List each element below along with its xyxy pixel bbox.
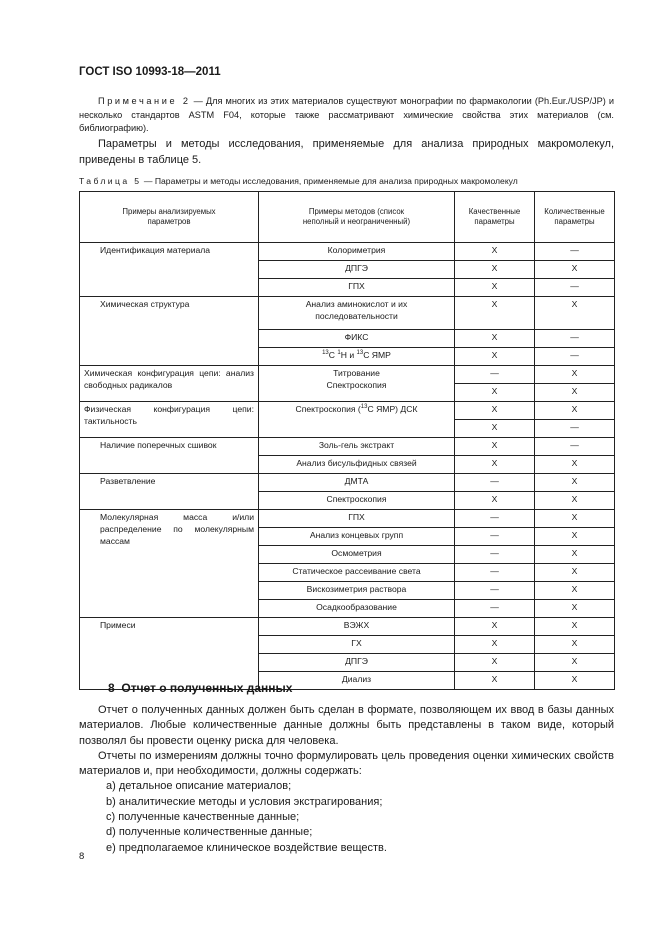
note-label: Примечание 2 xyxy=(98,96,191,106)
table-caption xyxy=(79,176,518,186)
qual-cell: — xyxy=(455,366,535,384)
qual-cell: X xyxy=(455,348,535,366)
method-cell: ГХ xyxy=(259,636,455,654)
qual-cell: X xyxy=(455,654,535,672)
method-cell: Анализ аминокислот и их последовательности xyxy=(259,297,455,330)
quant-cell: — xyxy=(535,348,615,366)
method-cell: ГПХ xyxy=(259,279,455,297)
method-cell: ГПХ xyxy=(259,510,455,528)
qual-cell: X xyxy=(455,618,535,636)
qual-cell: X xyxy=(455,297,535,330)
list-item: e) предполагаемое клиническое воздействие веществ. xyxy=(106,841,387,854)
qual-cell: — xyxy=(455,600,535,618)
qual-cell: — xyxy=(455,510,535,528)
quant-cell: — xyxy=(535,438,615,456)
param-cell: Химическая конфигурация цепи: анализ свободных радикалов xyxy=(80,366,259,402)
body-paragraph: Отчеты по измерениям должны точно формулировать цель проведения оценки химических свойств материалов и, при необходимости, должны содержать: xyxy=(79,749,614,778)
qual-cell: — xyxy=(455,564,535,582)
table-caption-label: Таблица 5 xyxy=(79,176,142,186)
table-row xyxy=(80,438,615,456)
list-item: b) аналитические методы и условия экстрагирования; xyxy=(106,795,383,808)
quant-cell: X xyxy=(535,600,615,618)
header-quantitative: Количественные параметры xyxy=(535,192,615,243)
method-cell: Титрование Спектроскопия xyxy=(259,366,455,402)
method-cell: Статическое рассеивание света xyxy=(259,564,455,582)
method-cell: Вискозиметрия раствора xyxy=(259,582,455,600)
method-cell: Анализ концевых групп xyxy=(259,528,455,546)
quant-cell: X xyxy=(535,510,615,528)
qual-cell: — xyxy=(455,546,535,564)
method-cell: Осадкообразование xyxy=(259,600,455,618)
intro-paragraph: Параметры и методы исследования, применяемые для анализа природных макромолекул, приведены в таблице 5. xyxy=(79,138,614,166)
header-examples: Примеры анализируемых параметров xyxy=(80,192,259,243)
quant-cell: X xyxy=(535,618,615,636)
qual-cell: X xyxy=(455,261,535,279)
quant-cell: X xyxy=(535,366,615,384)
quant-cell: X xyxy=(535,528,615,546)
quant-cell: — xyxy=(535,243,615,261)
quant-cell: X xyxy=(535,384,615,402)
quant-cell: — xyxy=(535,420,615,438)
quant-cell: X xyxy=(535,261,615,279)
method-cell: ДПГЭ xyxy=(259,654,455,672)
table-header-row xyxy=(80,192,615,243)
param-cell: Химическая структура xyxy=(80,297,259,366)
section-title: Отчет о полученных данных xyxy=(121,681,293,695)
header-methods: Примеры методов (список неполный и неограниченный) xyxy=(259,192,455,243)
method-cell: ФИКС xyxy=(259,330,455,348)
method-cell-spectro-nmr: Спектроскопия ($^{13}$С ЯМР) ДСК xyxy=(259,402,455,438)
qual-cell: X xyxy=(455,672,535,690)
method-cell-nmr: $^{13}$С $^1$Н и $^{13}$С ЯМР xyxy=(259,348,455,366)
list-item: a) детальное описание материалов; xyxy=(106,780,292,793)
qual-cell: X xyxy=(455,330,535,348)
method-cell: Колориметрия xyxy=(259,243,455,261)
qual-cell: X xyxy=(455,420,535,438)
param-cell: Примеси xyxy=(80,618,259,690)
quant-cell: X xyxy=(535,564,615,582)
qual-cell: — xyxy=(455,582,535,600)
page-number: 8 xyxy=(79,851,85,862)
method-cell: ВЭЖХ xyxy=(259,618,455,636)
param-cell: Идентификация материала xyxy=(80,243,259,297)
param-cell: Разветвление xyxy=(80,474,259,510)
qual-cell: X xyxy=(455,243,535,261)
table-row xyxy=(80,618,615,636)
header-qualitative: Качественные параметры xyxy=(455,192,535,243)
quant-cell: X xyxy=(535,297,615,330)
qual-cell: X xyxy=(455,402,535,420)
qual-cell: — xyxy=(455,528,535,546)
section-body xyxy=(79,703,614,856)
qual-cell: X xyxy=(455,636,535,654)
quant-cell: — xyxy=(535,279,615,297)
method-cell: Спектроскопия xyxy=(259,492,455,510)
section-number: 8 xyxy=(108,681,115,695)
param-cell: Молекулярная масса и/или распределение по молекулярным массам xyxy=(80,510,259,618)
note-text: — Для многих из этих материалов существуют монографии по фармакологии (Ph.Eur./USP/JP) и несколько стандартов ASTM F04, которые также рассматривают химические свойства этих материалов (см. библиографию). xyxy=(79,96,615,134)
quant-cell: — xyxy=(535,330,615,348)
method-cell: ДМТА xyxy=(259,474,455,492)
method-cell: Осмометрия xyxy=(259,546,455,564)
quant-cell: X xyxy=(535,636,615,654)
qual-cell: X xyxy=(455,456,535,474)
note-paragraph xyxy=(79,95,614,136)
qual-cell: X xyxy=(455,438,535,456)
qual-cell: — xyxy=(455,474,535,492)
document-header: ГОСТ ISO 10993-18—2011 xyxy=(79,66,221,78)
body-paragraph: Отчет о полученных данных должен быть сделан в формате, позволяющем их ввод в базы данных материалов. Любые количественные данные должны быть представлены в таком виде, который позволял бы провести оценку риска для человека. xyxy=(79,704,614,747)
param-cell: Физическая конфигурация цепи: тактильность xyxy=(80,402,259,438)
method-cell: ДПГЭ xyxy=(259,261,455,279)
qual-cell: X xyxy=(455,492,535,510)
quant-cell: X xyxy=(535,402,615,420)
quant-cell: X xyxy=(535,582,615,600)
method-cell: Золь-гель экстракт xyxy=(259,438,455,456)
qual-cell: X xyxy=(455,384,535,402)
section-heading xyxy=(108,681,292,695)
table-row xyxy=(80,366,615,384)
list-item: c) полученные качественные данные; xyxy=(106,811,300,824)
method-cell: Диализ xyxy=(259,672,455,690)
methods-table xyxy=(79,191,615,690)
quant-cell: X xyxy=(535,492,615,510)
qual-cell: X xyxy=(455,279,535,297)
table-row xyxy=(80,243,615,261)
quant-cell: X xyxy=(535,474,615,492)
quant-cell: X xyxy=(535,456,615,474)
quant-cell: X xyxy=(535,546,615,564)
table-row xyxy=(80,297,615,330)
quant-cell: X xyxy=(535,654,615,672)
method-cell: Анализ бисульфидных связей xyxy=(259,456,455,474)
table-row xyxy=(80,402,615,420)
list-item: d) полученные количественные данные; xyxy=(106,826,313,839)
table-caption-text: — Параметры и методы исследования, применяемые для анализа природных макромолекул xyxy=(143,176,518,186)
table-row xyxy=(80,474,615,492)
table-row xyxy=(80,510,615,528)
param-cell: Наличие поперечных сшивок xyxy=(80,438,259,474)
quant-cell: X xyxy=(535,672,615,690)
